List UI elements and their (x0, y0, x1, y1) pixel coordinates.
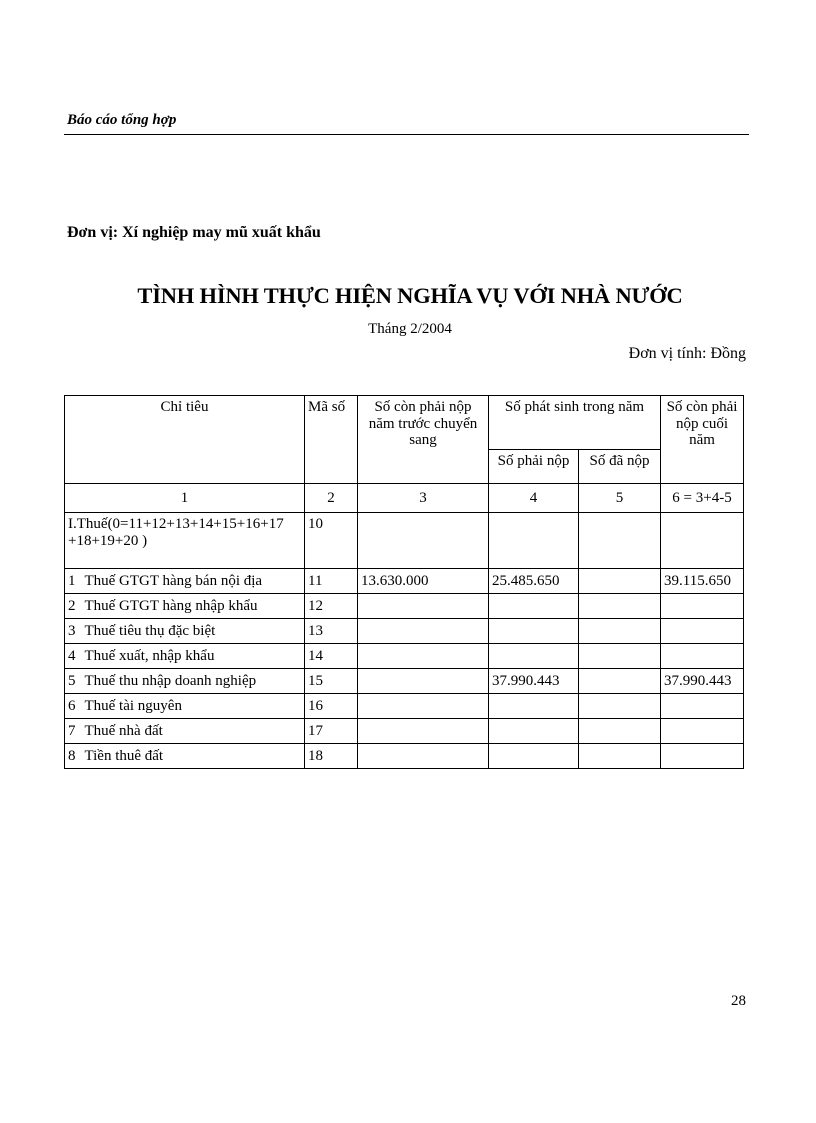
row-index: 5 (68, 672, 76, 689)
row-label (65, 669, 305, 694)
header-payable: Số phải nộp (489, 450, 579, 484)
row-label-text: Thuế nhà đất (84, 722, 163, 739)
header-title: Báo cáo tổng hợp (67, 112, 177, 128)
cell-col6 (661, 694, 744, 719)
cell-col5 (579, 644, 661, 669)
cell-col5 (579, 569, 661, 594)
cell-col3 (358, 619, 489, 644)
row-label (65, 619, 305, 644)
header-rule (64, 134, 749, 135)
row-code: 13 (305, 619, 358, 644)
row-label-text: Thuế GTGT hàng nhập khẩu (84, 597, 258, 614)
header-chi-tieu: Chỉ tiêu (65, 396, 305, 484)
cell-col3: 13.630.000 (358, 569, 489, 594)
organization-unit: Đơn vị: Xí nghiệp may mũ xuất khẩu (67, 224, 321, 241)
cell-col4 (489, 619, 579, 644)
cell-col3 (358, 719, 489, 744)
header-paid: Số đã nộp (579, 450, 661, 484)
row-label (65, 694, 305, 719)
column-number: 4 (489, 484, 579, 513)
row-index: 2 (68, 597, 76, 614)
cell-col5 (579, 513, 661, 569)
table-row (65, 669, 744, 694)
cell-col6 (661, 513, 744, 569)
header-closing-balance: Số còn phải nộp cuối năm (661, 396, 744, 484)
header-arising-in-year: Số phát sinh trong năm (489, 396, 661, 450)
table-row (65, 594, 744, 619)
row-label (65, 594, 305, 619)
cell-col6: 37.990.443 (661, 669, 744, 694)
row-code: 15 (305, 669, 358, 694)
cell-col5 (579, 594, 661, 619)
total-tax-code: 10 (305, 513, 358, 569)
row-index: 6 (68, 697, 76, 714)
row-code: 16 (305, 694, 358, 719)
table-row (65, 644, 744, 669)
row-label-text: Tiền thuê đất (84, 747, 164, 764)
row-index: 3 (68, 622, 76, 639)
table-header-row (65, 396, 744, 450)
table-row (65, 619, 744, 644)
cell-col6 (661, 644, 744, 669)
cell-col4: 25.485.650 (489, 569, 579, 594)
table-row (65, 569, 744, 594)
report-period: Tháng 2/2004 (368, 321, 452, 337)
cell-col3 (358, 513, 489, 569)
total-tax-label: I.Thuế(0=11+12+13+14+15+16+17 +18+19+20 ) (65, 513, 305, 569)
cell-col4 (489, 694, 579, 719)
cell-col4 (489, 513, 579, 569)
cell-col4 (489, 644, 579, 669)
cell-col3 (358, 669, 489, 694)
header-ma-so: Mã số (305, 396, 358, 484)
column-number: 2 (305, 484, 358, 513)
row-code: 18 (305, 744, 358, 769)
cell-col4 (489, 744, 579, 769)
cell-col6 (661, 744, 744, 769)
row-index: 8 (68, 747, 76, 764)
row-label-text: Thuế tài nguyên (84, 697, 182, 714)
row-code: 17 (305, 719, 358, 744)
row-code: 11 (305, 569, 358, 594)
row-label-text: Thuế tiêu thụ đặc biệt (84, 622, 216, 639)
row-code: 14 (305, 644, 358, 669)
row-index: 7 (68, 722, 76, 739)
row-label-text: Thuế thu nhập doanh nghiệp (84, 672, 257, 689)
cell-col3 (358, 644, 489, 669)
table-row (65, 744, 744, 769)
cell-col4 (489, 594, 579, 619)
report-title: TÌNH HÌNH THỰC HIỆN NGHĨA VỤ VỚI NHÀ NƯỚC (137, 283, 683, 308)
table-row (65, 694, 744, 719)
cell-col4: 37.990.443 (489, 669, 579, 694)
cell-col5 (579, 694, 661, 719)
cell-col3 (358, 594, 489, 619)
page-number: 28 (731, 993, 746, 1009)
cell-col5 (579, 719, 661, 744)
cell-col5 (579, 619, 661, 644)
row-label-text: Thuế xuất, nhập khẩu (84, 647, 215, 664)
cell-col5 (579, 669, 661, 694)
cell-col4 (489, 719, 579, 744)
cell-col3 (358, 744, 489, 769)
row-label (65, 719, 305, 744)
row-index: 4 (68, 647, 76, 664)
column-number-row (65, 484, 744, 513)
column-number: 6 = 3+4-5 (661, 484, 744, 513)
cell-col3 (358, 694, 489, 719)
column-number: 3 (358, 484, 489, 513)
currency-unit: Đơn vị tính: Đồng (628, 345, 746, 362)
header-opening-balance: Số còn phải nộp năm trước chuyển sang (358, 396, 489, 484)
row-index: 1 (68, 572, 76, 589)
row-label (65, 644, 305, 669)
row-code: 12 (305, 594, 358, 619)
table-row (65, 719, 744, 744)
total-tax-row (65, 513, 744, 569)
cell-col6 (661, 619, 744, 644)
cell-col5 (579, 744, 661, 769)
tax-obligation-table (64, 395, 744, 769)
column-number: 5 (579, 484, 661, 513)
cell-col6: 39.115.650 (661, 569, 744, 594)
cell-col6 (661, 719, 744, 744)
row-label-text: Thuế GTGT hàng bán nội địa (84, 572, 263, 589)
cell-col6 (661, 594, 744, 619)
row-label (65, 569, 305, 594)
column-number: 1 (65, 484, 305, 513)
row-label (65, 744, 305, 769)
